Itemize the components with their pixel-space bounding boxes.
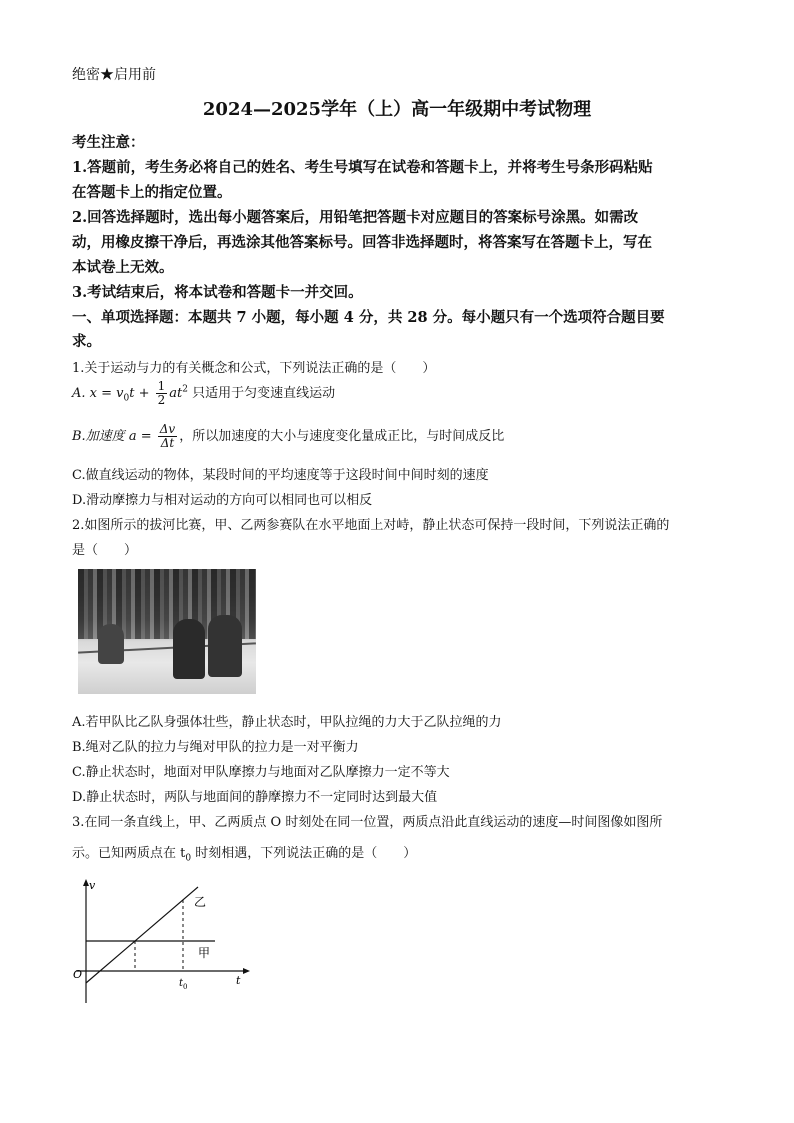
- fraction: [156, 380, 168, 407]
- t-axis-arrow: [243, 968, 250, 974]
- notice-item-1-line-2: 在答题卡上的指定位置。: [72, 184, 232, 201]
- notice-item-2-line-3: 本试卷上无效。: [72, 259, 174, 276]
- confidential-label: 绝密★启用前: [72, 67, 156, 83]
- t0-tick-subscript: 0: [183, 983, 188, 991]
- section-1-heading-line-1: 一、单项选择题：本题共 7 小题，每小题 4 分，共 28 分。每小题只有一个选项符合题目要: [72, 309, 665, 326]
- notice-heading: 考生注意：: [72, 134, 145, 151]
- formula-superscript: 2: [182, 384, 188, 395]
- question-1-stem: 1.关于运动与力的有关概念和公式，下列说法正确的是（ ）: [72, 361, 436, 376]
- question-1-option-c: C.做直线运动的物体，某段时间的平均速度等于这段时间中间时刻的速度: [72, 468, 489, 483]
- stem-text: 时刻相遇，下列说法正确的是（ ）: [191, 846, 417, 861]
- fraction: [158, 423, 177, 450]
- question-1-option-b: [72, 423, 504, 450]
- t0-subscript: 0: [185, 853, 192, 864]
- exam-title: 2024—2025学年（上）高一年级期中考试物理: [202, 99, 592, 120]
- fraction-denominator: Δt: [160, 436, 175, 450]
- fraction-numerator: Δv: [159, 422, 176, 436]
- formula-part: A. x = v: [72, 386, 124, 401]
- origin-label: O: [73, 968, 83, 981]
- question-2-option-b: B.绳对乙队的拉力与绳对甲队的拉力是一对平衡力: [72, 740, 359, 755]
- tug-of-war-photo: [78, 569, 256, 694]
- notice-item-2-line-2: 动，用橡皮擦干净后，再选涂其他答案标号。回答非选择题时，将答案写在答题卡上，写在: [72, 234, 652, 251]
- stem-text: 示。已知两质点在 t: [72, 846, 186, 861]
- question-3-stem-line-1: 3.在同一条直线上，甲、乙两质点 O 时刻处在同一位置，两质点沿此直线运动的速度—时间图像如图所: [72, 815, 663, 830]
- formula-part: t +: [129, 386, 150, 401]
- notice-item-2-line-1: 2.回答选择题时，选出每小题答案后，用铅笔把答题卡对应题目的答案标号涂黑。如需改: [72, 209, 639, 226]
- notice-item-3: 3.考试结束后，将本试卷和答题卡一并交回。: [72, 284, 363, 301]
- question-2-option-c: C.静止状态时，地面对甲队摩擦力与地面对乙队摩擦力一定不等大: [72, 765, 450, 780]
- jia-label: 甲: [198, 946, 211, 960]
- t0-tick-label: t: [179, 978, 184, 989]
- fraction-denominator: 2: [157, 393, 166, 407]
- question-1-option-d: D.滑动摩擦力与相对运动的方向可以相同也可以相反: [72, 493, 373, 508]
- yi-line: [86, 887, 198, 983]
- question-2-option-d: D.静止状态时，两队与地面间的静摩擦力不一定同时达到最大值: [72, 790, 438, 805]
- v-axis-label: v: [89, 879, 96, 892]
- question-3-stem-line-2: [72, 842, 416, 864]
- question-2-stem-line-2: 是（ ）: [72, 543, 138, 558]
- formula-part: at: [169, 386, 183, 401]
- fraction-numerator: 1: [157, 379, 166, 393]
- notice-item-1-line-1: 1.答题前，考生务必将自己的姓名、考生号填写在试卷和答题卡上，并将考生号条形码粘贴: [72, 159, 653, 176]
- question-2-stem-line-1: 2.如图所示的拔河比赛，甲、乙两参赛队在水平地面上对峙，静止状态可保持一段时间，下列说法正确的: [72, 518, 670, 533]
- section-1-heading-line-2: 求。: [72, 333, 101, 350]
- velocity-time-graph: [70, 875, 260, 1015]
- formula-subscript: 0: [123, 393, 130, 404]
- t-axis-label: t: [236, 974, 241, 987]
- yi-label: 乙: [194, 895, 207, 909]
- photo-person: [98, 624, 124, 664]
- question-2-option-a: A.若甲队比乙队身强体壮些，静止状态时，甲队拉绳的力大于乙队拉绳的力: [72, 715, 502, 730]
- formula-part: B.加速度 a =: [72, 429, 152, 444]
- option-text: 只适用于匀变速直线运动: [192, 386, 336, 401]
- photo-person: [208, 615, 242, 677]
- question-1-option-a: [72, 380, 335, 407]
- option-text: ，所以加速度的大小与速度变化量成正比，与时间成反比: [179, 429, 505, 444]
- photo-person: [173, 619, 205, 679]
